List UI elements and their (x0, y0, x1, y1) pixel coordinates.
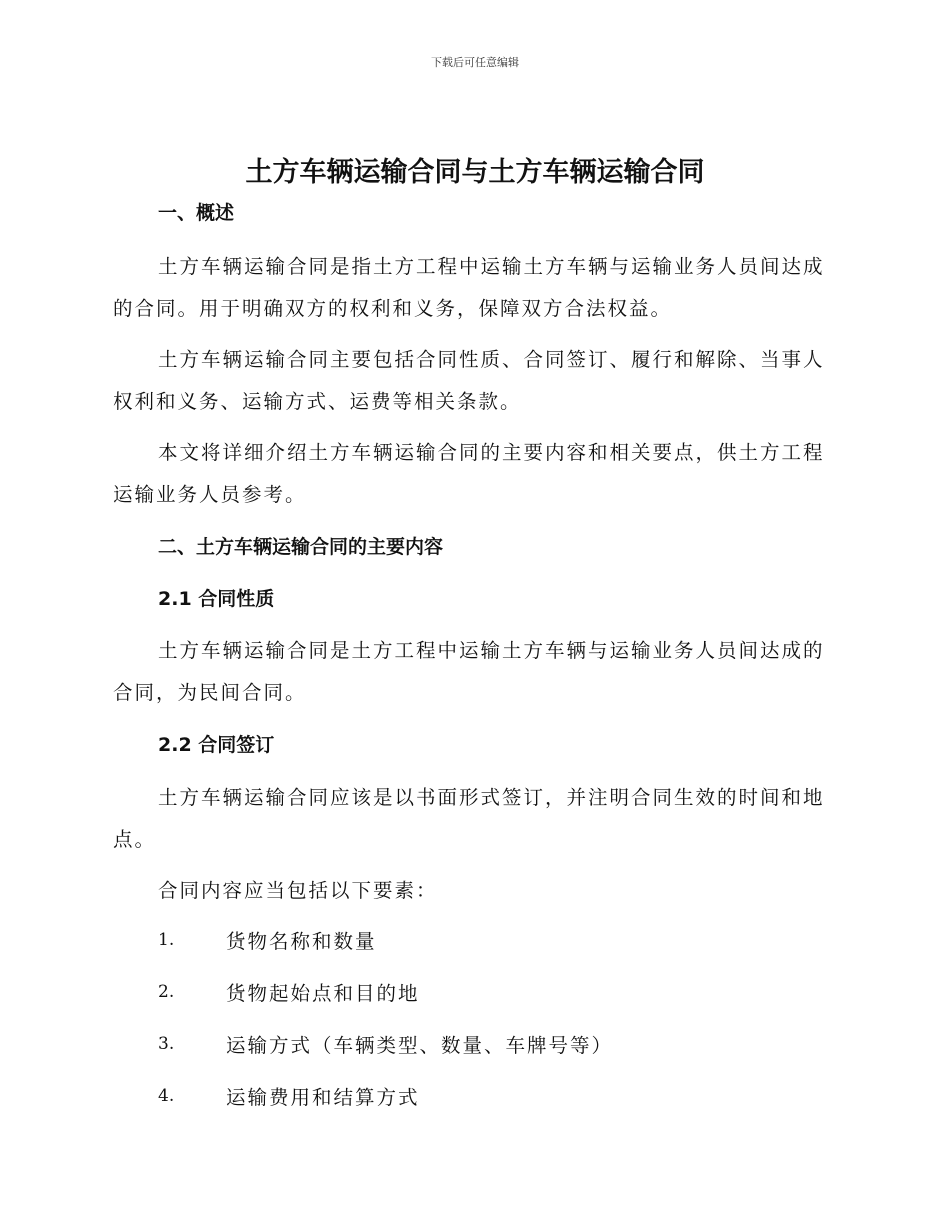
list-item-number: 4. (158, 1086, 175, 1106)
list-item-text: 货物名称和数量 (226, 930, 377, 953)
paragraph-line: 本文将详细介绍土方车辆运输合同的主要内容和相关要点，供土方工程 (158, 441, 825, 464)
list-item-number: 3. (158, 1034, 175, 1054)
paragraph-line: 的合同。用于明确双方的权利和义务，保障双方合法权益。 (113, 297, 673, 320)
list-item-text: 运输方式（车辆类型、数量、车牌号等） (226, 1034, 614, 1057)
paragraph-line: 土方车辆运输合同应该是以书面形式签订，并注明合同生效的时间和地 (158, 786, 825, 809)
list-item-text: 货物起始点和目的地 (226, 982, 420, 1005)
list-item-text: 运输费用和结算方式 (226, 1086, 420, 1109)
paragraph-line: 土方车辆运输合同主要包括合同性质、合同签订、履行和解除、当事人 (158, 348, 825, 371)
header-note: 下载后可任意编辑 (431, 56, 519, 69)
list-item-number: 1. (158, 930, 175, 950)
list-intro: 合同内容应当包括以下要素： (158, 879, 438, 902)
section-heading-main-content: 二、土方车辆运输合同的主要内容 (158, 536, 444, 558)
paragraph-line: 土方车辆运输合同是土方工程中运输土方车辆与运输业务人员间达成的 (158, 639, 825, 662)
list-item-number: 2. (158, 982, 175, 1002)
subsection-heading-signing: 2.2 合同签订 (158, 734, 275, 756)
subsection-heading-nature: 2.1 合同性质 (158, 588, 275, 610)
section-heading-overview: 一、概述 (158, 202, 235, 224)
paragraph-line: 点。 (113, 828, 157, 851)
paragraph-line: 合同，为民间合同。 (113, 681, 307, 704)
document-title: 土方车辆运输合同与土方车辆运输合同 (245, 157, 705, 188)
paragraph-line: 运输业务人员参考。 (113, 483, 307, 506)
paragraph-line: 土方车辆运输合同是指土方工程中运输土方车辆与运输业务人员间达成 (158, 255, 825, 278)
paragraph-line: 权利和义务、运输方式、运费等相关条款。 (113, 390, 522, 413)
